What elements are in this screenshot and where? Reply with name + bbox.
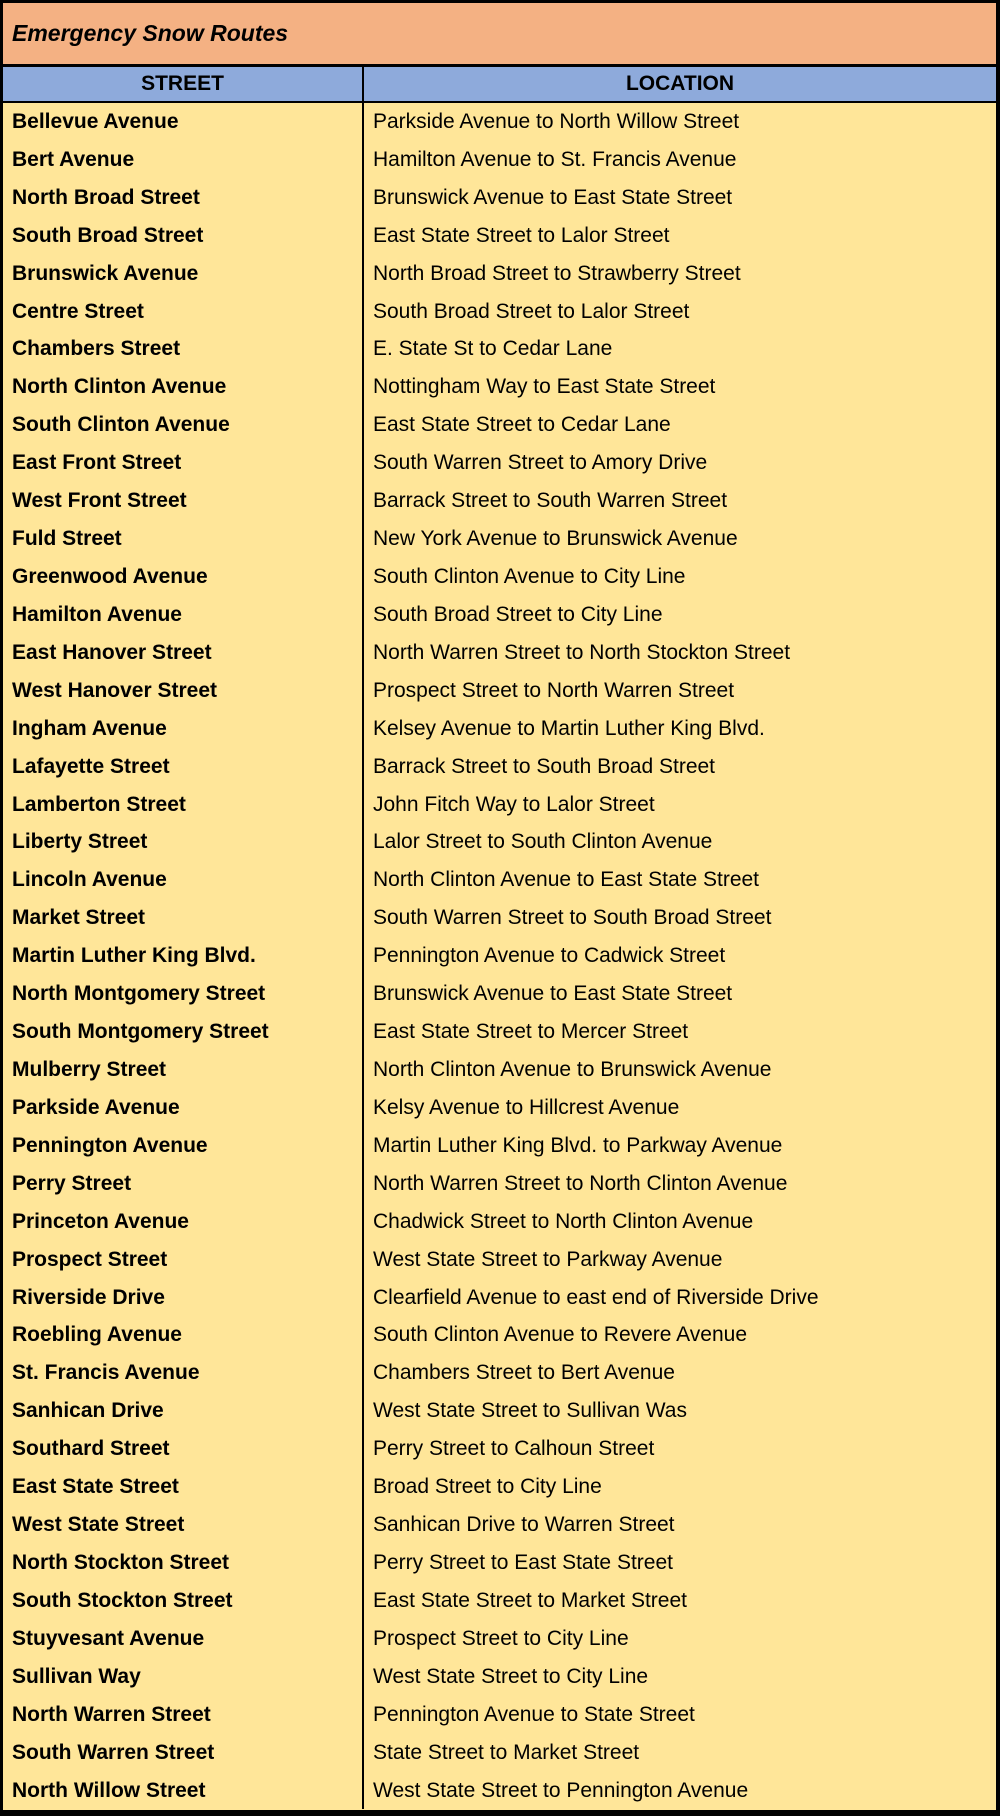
street-cell: South Warren Street [12, 1740, 215, 1764]
table-row [3, 444, 996, 482]
location-cell: West State Street to City Line [362, 1658, 996, 1696]
table-row [3, 1127, 996, 1165]
table-row [3, 1279, 996, 1317]
street-cell: Fuld Street [12, 527, 122, 551]
location-cell: South Warren Street to Amory Drive [362, 444, 996, 482]
column-header-location: LOCATION [362, 67, 996, 101]
location-cell: Sanhican Drive to Warren Street [362, 1506, 996, 1544]
location-cell: East State Street to Cedar Lane [362, 406, 996, 444]
table-row [3, 861, 996, 899]
table-title: Emergency Snow Routes [12, 20, 289, 46]
street-cell: Liberty Street [12, 830, 148, 854]
table-body [3, 103, 996, 1810]
street-cell: St. Francis Avenue [12, 1361, 200, 1385]
location-cell: Barrack Street to South Warren Street [362, 482, 996, 520]
street-cell: North Willow Street [12, 1778, 206, 1802]
street-cell: Prospect Street [12, 1247, 168, 1271]
table-row [3, 1354, 996, 1392]
street-cell: North Stockton Street [12, 1550, 230, 1574]
location-cell: New York Avenue to Brunswick Avenue [362, 520, 996, 558]
location-cell: South Broad Street to Lalor Street [362, 293, 996, 331]
street-cell: Lafayette Street [12, 754, 170, 778]
street-cell: Roebling Avenue [12, 1323, 182, 1347]
street-cell: Sanhican Drive [12, 1399, 164, 1423]
table-row [3, 710, 996, 748]
table-row [3, 1430, 996, 1468]
location-cell: Parkside Avenue to North Willow Street [362, 103, 996, 141]
table-row [3, 255, 996, 293]
table-row [3, 558, 996, 596]
street-cell: Perry Street [12, 1171, 132, 1195]
location-cell: Brunswick Avenue to East State Street [362, 179, 996, 217]
location-cell: Hamilton Avenue to St. Francis Avenue [362, 141, 996, 179]
table-row [3, 1772, 996, 1810]
location-cell: Martin Luther King Blvd. to Parkway Avenue [362, 1127, 996, 1165]
location-cell: Chadwick Street to North Clinton Avenue [362, 1203, 996, 1241]
table-row [3, 937, 996, 975]
table-row [3, 520, 996, 558]
street-cell: Southard Street [12, 1437, 170, 1461]
table-row [3, 482, 996, 520]
street-cell: Pennington Avenue [12, 1133, 208, 1157]
table-row [3, 634, 996, 672]
street-cell: Bellevue Avenue [12, 109, 179, 133]
street-cell: West Front Street [12, 489, 187, 513]
location-cell: East State Street to Mercer Street [362, 1013, 996, 1051]
table-row [3, 406, 996, 444]
location-cell: Perry Street to East State Street [362, 1544, 996, 1582]
street-cell: Riverside Drive [12, 1285, 165, 1309]
street-cell: West Hanover Street [12, 678, 218, 702]
street-cell: North Clinton Avenue [12, 375, 227, 399]
location-cell: East State Street to Market Street [362, 1582, 996, 1620]
table-row [3, 1544, 996, 1582]
table-row [3, 1468, 996, 1506]
table-row [3, 786, 996, 824]
street-cell: North Warren Street [12, 1702, 211, 1726]
location-cell: North Broad Street to Strawberry Street [362, 255, 996, 293]
street-cell: Bert Avenue [12, 147, 135, 171]
location-cell: Kelsy Avenue to Hillcrest Avenue [362, 1089, 996, 1127]
street-cell: Lamberton Street [12, 792, 186, 816]
table-row [3, 1582, 996, 1620]
location-cell: West State Street to Pennington Avenue [362, 1772, 996, 1810]
table-row [3, 596, 996, 634]
table-row [3, 1658, 996, 1696]
location-cell: West State Street to Parkway Avenue [362, 1241, 996, 1279]
location-cell: Nottingham Way to East State Street [362, 368, 996, 406]
table-row [3, 179, 996, 217]
location-cell: West State Street to Sullivan Was [362, 1392, 996, 1430]
table-row [3, 1203, 996, 1241]
street-cell: Market Street [12, 906, 146, 930]
street-cell: South Clinton Avenue [12, 413, 230, 437]
location-cell: Pennington Avenue to State Street [362, 1696, 996, 1734]
location-cell: Barrack Street to South Broad Street [362, 748, 996, 786]
location-cell: Broad Street to City Line [362, 1468, 996, 1506]
table-row [3, 1089, 996, 1127]
table-row [3, 331, 996, 369]
street-cell: Martin Luther King Blvd. [12, 944, 256, 968]
table-row [3, 748, 996, 786]
location-cell: South Clinton Avenue to City Line [362, 558, 996, 596]
street-cell: Ingham Avenue [12, 716, 167, 740]
location-cell: Pennington Avenue to Cadwick Street [362, 937, 996, 975]
table-row [3, 1620, 996, 1658]
table-row [3, 368, 996, 406]
location-cell: North Warren Street to North Stockton Street [362, 634, 996, 672]
location-cell: E. State St to Cedar Lane [362, 331, 996, 369]
table-row [3, 103, 996, 141]
table-row [3, 1013, 996, 1051]
table-row [3, 1392, 996, 1430]
table-row [3, 824, 996, 862]
location-cell: Chambers Street to Bert Avenue [362, 1354, 996, 1392]
location-cell: South Warren Street to South Broad Street [362, 899, 996, 937]
table-row [3, 1241, 996, 1279]
street-cell: Greenwood Avenue [12, 565, 208, 589]
table-row [3, 1734, 996, 1772]
location-cell: North Warren Street to North Clinton Avenue [362, 1165, 996, 1203]
location-cell: Prospect Street to North Warren Street [362, 672, 996, 710]
table-row [3, 141, 996, 179]
street-cell: South Stockton Street [12, 1588, 233, 1612]
street-cell: Brunswick Avenue [12, 261, 199, 285]
street-cell: Chambers Street [12, 337, 181, 361]
location-cell: East State Street to Lalor Street [362, 217, 996, 255]
street-cell: South Montgomery Street [12, 1020, 269, 1044]
location-cell: North Clinton Avenue to Brunswick Avenue [362, 1051, 996, 1089]
street-cell: Mulberry Street [12, 1058, 167, 1081]
street-cell: West State Street [12, 1513, 185, 1537]
table-row [3, 1696, 996, 1734]
street-cell: Sullivan Way [12, 1664, 141, 1688]
table-row [3, 1051, 996, 1089]
table-row [3, 899, 996, 937]
location-cell: Perry Street to Calhoun Street [362, 1430, 996, 1468]
street-cell: East Hanover Street [12, 640, 212, 664]
location-cell: South Broad Street to City Line [362, 596, 996, 634]
table-row [3, 293, 996, 331]
location-cell: Prospect Street to City Line [362, 1620, 996, 1658]
table-row [3, 1506, 996, 1544]
table-row [3, 1317, 996, 1355]
street-cell: Princeton Avenue [12, 1209, 189, 1233]
street-cell: Lincoln Avenue [12, 868, 167, 892]
column-header-street: STREET [141, 72, 224, 95]
street-cell: Stuyvesant Avenue [12, 1626, 205, 1650]
location-cell: South Clinton Avenue to Revere Avenue [362, 1317, 996, 1355]
table-row [3, 672, 996, 710]
table-title-bar [3, 3, 996, 64]
table-row [3, 217, 996, 255]
location-cell: Kelsey Avenue to Martin Luther King Blvd. [362, 710, 996, 748]
street-cell: South Broad Street [12, 223, 204, 247]
street-cell: East State Street [12, 1475, 179, 1499]
location-cell: North Clinton Avenue to East State Street [362, 861, 996, 899]
location-cell: John Fitch Way to Lalor Street [362, 786, 996, 824]
table-row [3, 1165, 996, 1203]
street-cell: North Montgomery Street [12, 982, 266, 1006]
location-cell: State Street to Market Street [362, 1734, 996, 1772]
street-cell: Centre Street [12, 299, 144, 323]
street-cell: Hamilton Avenue [12, 602, 182, 626]
street-cell: East Front Street [12, 451, 182, 475]
location-cell: Lalor Street to South Clinton Avenue [362, 824, 996, 862]
street-cell: Parkside Avenue [12, 1095, 180, 1119]
table-header-row [3, 67, 996, 101]
location-cell: Brunswick Avenue to East State Street [362, 975, 996, 1013]
location-cell: Clearfield Avenue to east end of Riverside Drive [362, 1279, 996, 1317]
street-cell: North Broad Street [12, 185, 200, 209]
table-row [3, 975, 996, 1013]
